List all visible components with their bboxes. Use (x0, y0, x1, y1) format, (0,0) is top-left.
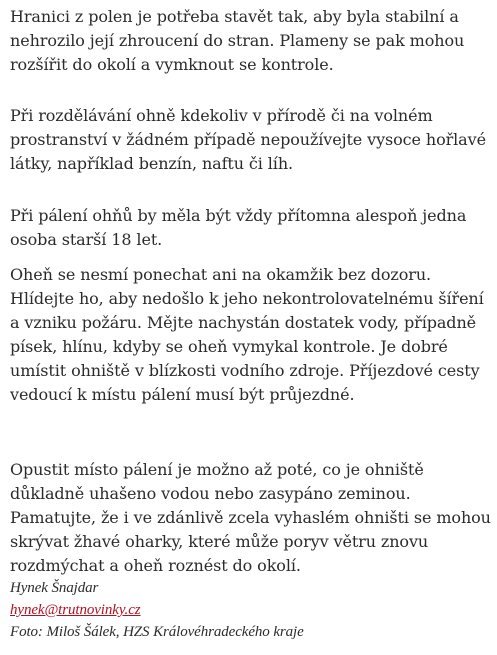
article-footer (10, 577, 494, 643)
author-email-link[interactable]: hynek@trutnovinky.cz (10, 602, 141, 618)
article-paragraph-2: Při rozdělávání ohně kdekoliv v přírodě či na volném prostranství v žádném případě nepoužívejte vysoce hořlavé látky, například benzín, naftu či líh. (10, 106, 486, 173)
article-paragraph-3: Při pálení ohňů by měla být vždy přítomna alespoň jedna osoba starší 18 let. (10, 206, 467, 249)
article-paragraph-1: Hranici z polen je potřeba stavět tak, aby byla stabilní a nehrozilo její zhroucení do stran. Plameny se pak mohou rozšířit do okolí a vymknout se kontrole. (10, 7, 465, 74)
author-name: Hynek Šnajdar (10, 580, 99, 596)
article-paragraph-5: Opustit místo pálení je možno až poté, co je ohniště důkladně uhašeno vodou nebo zasypáno zeminou. Pamatujte, že i ve zdánlivě zcela vyhaslém ohništi se mohou skrývat žhavé oharky, které může poryv větru znovu rozdmýchat a oheň roznést do okolí. (10, 460, 491, 575)
author-email-line (10, 599, 494, 621)
article-paragraph-4: Oheň se nesmí ponechat ani na okamžik bez dozoru. Hlídejte ho, aby nedošlo k jeho nekontrolovatelnému šíření a vzniku požáru. Mějte nachystán dostatek vody, případně písek, hlínu, kdyby se oheň vymykal kontrole. Je dobré umístit ohniště v blízkosti vodního zdroje. Příjezdové cesty vedoucí k místu pálení musí být průjezdné. (10, 265, 484, 404)
photo-credit: Foto: Miloš Šálek, HZS Královéhradeckého kraje (10, 624, 304, 640)
